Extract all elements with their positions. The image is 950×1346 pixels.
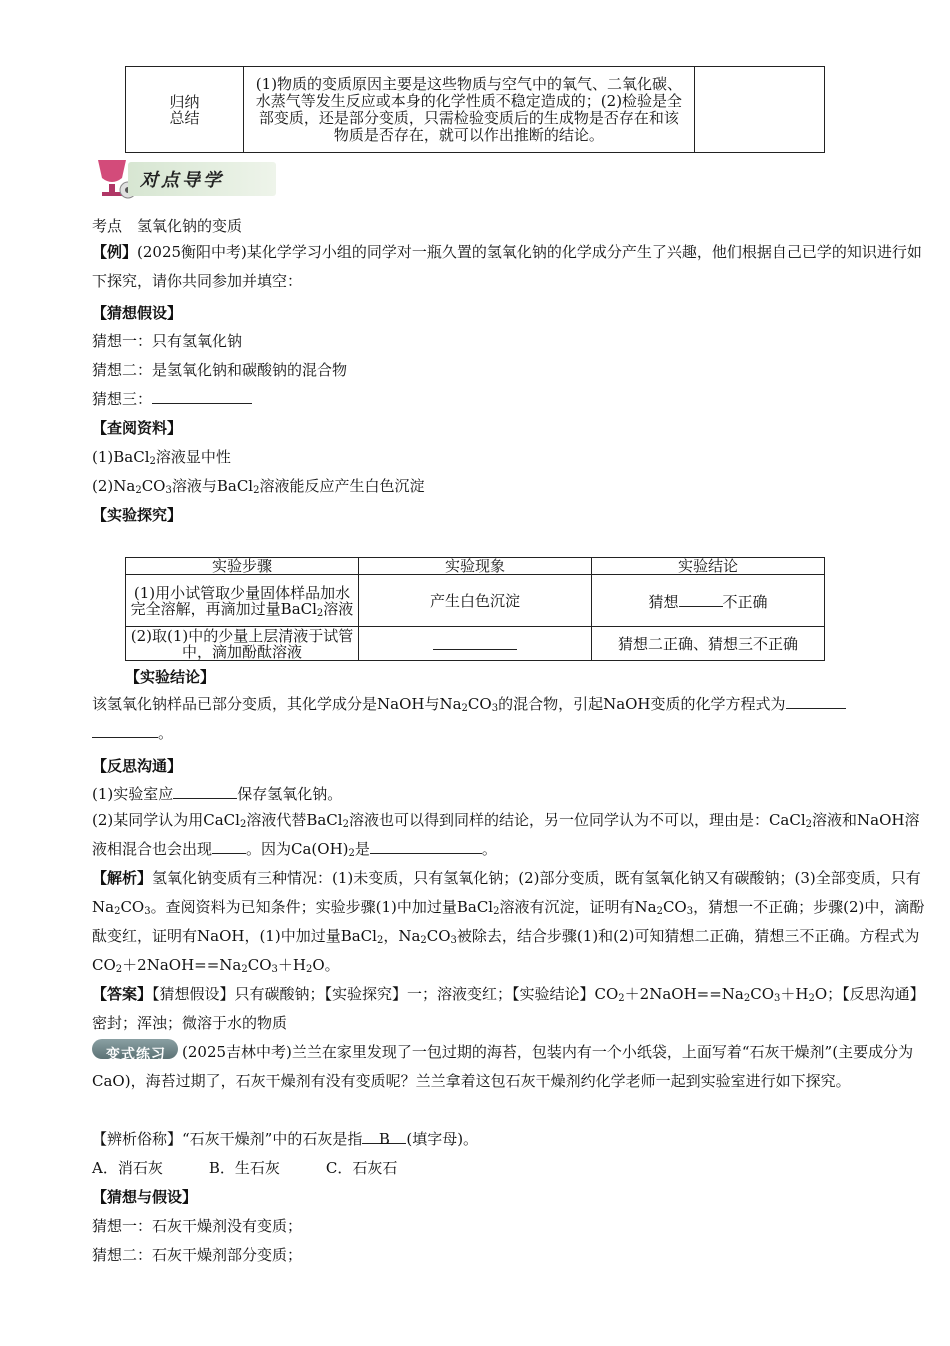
subscript: 2 — [342, 819, 349, 830]
variant-paragraph — [60, 1038, 930, 1096]
equation-blank[interactable] — [786, 694, 846, 709]
reflection-2-b: 溶液代替BaCl — [246, 811, 343, 829]
row2-phenomenon-blank[interactable] — [433, 635, 517, 650]
subscript: 3 — [491, 703, 499, 714]
subscript: 3 — [774, 993, 781, 1004]
variant-text: (2025吉林中考)兰兰在家里发现了一包过期的海苔，包装内有一个小纸袋，上面写着“石灰干燥剂”(主要成分为CaO)，海苔过期了，石灰干燥剂有没有变质呢？兰兰拿着这包石灰干燥剂约化学老师一起到实验室进行如下探究。 — [92, 1043, 914, 1090]
row2-conclusion: 猜想二正确、猜想三不正确 — [592, 627, 825, 661]
reflection-2 — [60, 806, 930, 864]
analysis-paragraph — [60, 864, 930, 980]
analysis-tag: 【解析】 — [92, 869, 153, 887]
hypothesis-3 — [92, 389, 252, 409]
row1-conclusion — [592, 575, 825, 627]
reflection-1-b: 保存氢氧化钠。 — [237, 785, 343, 803]
subscript: 2 — [743, 993, 751, 1004]
reference-heading: 【查阅资料】 — [92, 419, 183, 437]
analysis-text: 氢氧化钠变质有三种情况：(1)未变质，只有氢氧化钠；(2)部分变质，既有氢氧化钠又有碳酸钠；(3)全部变质，只有Na — [92, 869, 921, 916]
banner-title: 对点导学 — [140, 170, 224, 191]
reflection-2-g: 。 — [481, 840, 497, 858]
subscript: 2 — [656, 906, 663, 917]
reflection-2-d: 溶液和NaOH溶液相混合也会出现 — [92, 811, 920, 858]
subscript: 2 — [493, 906, 500, 917]
subscript: 2 — [808, 993, 815, 1004]
analysis-text: ，Na — [383, 927, 421, 945]
reflection-2-f: 是 — [354, 840, 370, 858]
header-conclusion: 实验结论 — [592, 558, 825, 575]
analysis-text: CO — [662, 898, 687, 916]
subscript: 2 — [461, 703, 468, 714]
reference-1 — [92, 447, 231, 467]
naming-answer: B — [378, 1130, 390, 1148]
header-step: 实验步骤 — [126, 558, 359, 575]
row1-step-b: 溶液 — [323, 599, 354, 618]
naming-line — [92, 1129, 478, 1149]
variant-badge-text: 变式练习 — [106, 1047, 166, 1063]
reference-2-b: CO — [141, 477, 166, 495]
analysis-text: CO — [426, 927, 451, 945]
equation-blank-continued[interactable] — [92, 723, 158, 738]
reference-2 — [92, 476, 425, 496]
conclusion-c: 的混合物，引起NaOH变质的化学方程式为 — [498, 695, 786, 713]
answer-text: 【猜想假设】只有碳酸钠；【实验探究】一；溶液变红；【实验结论】CO — [152, 985, 619, 1003]
reflection-2-e: 。因为Ca(OH) — [246, 840, 349, 858]
answer-text: ＋H — [780, 985, 809, 1003]
example-text: (2025衡阳中考)某化学学习小组的同学对一瓶久置的氢氧化钠的化学成分产生了兴趣，他们根据自己已学的知识进行如下探究，请你共同参加并填空： — [92, 243, 922, 290]
phenomenon-blank[interactable] — [212, 839, 246, 854]
hypothesis2-2: 猜想二：石灰干燥剂部分变质； — [92, 1246, 303, 1264]
subscript: 2 — [618, 993, 625, 1004]
row1-step-a: (1)用小试管取少量固体样品加水完全溶解，再滴加过量BaCl — [130, 583, 351, 618]
row2-phenomenon — [359, 627, 592, 661]
analysis-text: CO — [120, 898, 145, 916]
analysis-text: ＋2NaOH==Na — [122, 956, 242, 974]
subscript: 3 — [450, 935, 457, 946]
variant-badge — [92, 1039, 182, 1061]
subscript: 2 — [114, 906, 121, 917]
reflection-2-c: 溶液也可以得到同样的结论，另一位同学认为不可以，理由是：CaCl — [348, 811, 806, 829]
subscript: 2 — [376, 935, 384, 946]
reference-2-a: (2)Na — [92, 477, 136, 495]
subscript: 2 — [805, 819, 813, 830]
experiment-table — [125, 557, 825, 661]
analysis-text: 被除去，结合步骤(1)和(2)可知猜想二正确，猜想三不正确。方程式为CO — [92, 927, 920, 974]
summary-content: (1)物质的变质原因主要是这些物质与空气中的氧气、二氧化碳、水蒸气等发生反应或本身的化学性质不稳定造成的；(2)检验是全部变质，还是部分变质，只需检验变质后的生成物是否存在和该物质是否存在，就可以作出推断的结论。 — [244, 67, 695, 153]
hypothesis-3-blank[interactable] — [152, 389, 252, 404]
option-b: B．生石灰 — [208, 1159, 280, 1177]
summary-label: 归纳 总结 — [126, 67, 244, 153]
answer-text: O；【反思沟通】密封；浑浊；微溶于水的物质 — [92, 985, 925, 1032]
subscript: 2 — [420, 935, 427, 946]
header-phenomenon: 实验现象 — [359, 558, 592, 575]
example-tag: 【例】 — [92, 243, 138, 261]
answer-text: CO — [750, 985, 775, 1003]
reflection-1 — [92, 784, 342, 804]
analysis-text: CO — [247, 956, 272, 974]
conclusion-paragraph — [60, 690, 930, 748]
reflection-1-a: (1)实验室应 — [92, 785, 174, 803]
subscript: 2 — [241, 964, 248, 975]
conclusion-heading: 【实验结论】 — [125, 668, 216, 686]
hypothesis2-1: 猜想一：石灰干燥剂没有变质； — [92, 1217, 303, 1235]
reflection-heading: 【反思沟通】 — [92, 757, 183, 775]
topic-heading: 考点 氢氧化钠的变质 — [92, 217, 243, 235]
subscript: 2 — [316, 607, 324, 619]
hypothesis2-heading: 【猜想与假设】 — [92, 1188, 198, 1206]
naming-text: 【辨析俗称】“石灰干燥剂”中的石灰是指 — [92, 1130, 363, 1148]
example-paragraph — [60, 238, 930, 296]
row1-conclusion-b: 不正确 — [722, 592, 768, 611]
hypothesis-2: 猜想二：是氢氧化钠和碳酸钠的混合物 — [92, 361, 348, 379]
subscript: 3 — [271, 964, 278, 975]
analysis-text: 溶液有沉淀，证明有Na — [499, 898, 657, 916]
subscript: 2 — [149, 456, 156, 467]
reflection-2-a: (2)某同学认为用CaCl — [92, 811, 240, 829]
option-c: C．石灰石 — [325, 1159, 398, 1177]
row1-step — [126, 575, 359, 627]
reference-1-a: (1)BaCl — [92, 448, 150, 466]
answer-text: ＋2NaOH==Na — [624, 985, 744, 1003]
hypothesis-3-label: 猜想三： — [92, 390, 153, 408]
reference-1-b: 溶液显中性 — [155, 448, 231, 466]
experiment-heading: 【实验探究】 — [92, 506, 183, 524]
subscript: 3 — [144, 906, 151, 917]
summary-empty-cell — [694, 67, 824, 153]
answer-tag: 【答案】 — [92, 985, 153, 1003]
subscript: 3 — [686, 906, 694, 917]
subscript: 3 — [165, 485, 172, 496]
hypothesis-1: 猜想一：只有氢氧化钠 — [92, 332, 243, 350]
option-a: A．消石灰 — [92, 1159, 163, 1177]
section-banner — [92, 154, 278, 206]
subscript: 2 — [253, 485, 260, 496]
naming-answer-blank[interactable] — [362, 1129, 406, 1148]
analysis-text: O。 — [312, 956, 340, 974]
row1-phenomenon: 产生白色沉淀 — [359, 575, 592, 627]
conclusion-b: CO — [467, 695, 492, 713]
conclusion-end: 。 — [158, 724, 174, 742]
subscript: 2 — [348, 848, 355, 859]
conclusion-a: 该氢氧化钠样品已部分变质，其化学成分是NaOH与Na — [92, 695, 462, 713]
answer-paragraph — [60, 980, 930, 1038]
reference-2-d: 溶液能反应产生白色沉淀 — [259, 477, 425, 495]
analysis-text: 。查阅资料为已知条件；实验步骤(1)中加过量BaCl — [150, 898, 494, 916]
analysis-text: ，猜想一不正确；步骤(2)中，滴酚酞变红，证明有NaOH，(1)中加过量BaCl — [92, 898, 925, 945]
subscript: 2 — [135, 485, 142, 496]
subscript: 2 — [115, 964, 123, 975]
row1-conclusion-a: 猜想 — [648, 592, 679, 611]
analysis-text: ＋H — [277, 956, 306, 974]
reason-blank[interactable] — [370, 839, 482, 854]
storage-blank[interactable] — [173, 784, 237, 799]
row1-conclusion-blank[interactable] — [679, 592, 723, 607]
subscript: 2 — [239, 819, 247, 830]
subscript: 2 — [305, 964, 313, 975]
naming-text-end: (填字母)。 — [406, 1130, 479, 1148]
reference-2-c: 溶液与BaCl — [171, 477, 254, 495]
summary-table — [125, 66, 825, 153]
hypothesis-heading: 【猜想假设】 — [92, 304, 183, 322]
options-line — [92, 1158, 397, 1178]
row2-step: (2)取(1)中的少量上层清液于试管中，滴加酚酞溶液 — [126, 627, 359, 661]
